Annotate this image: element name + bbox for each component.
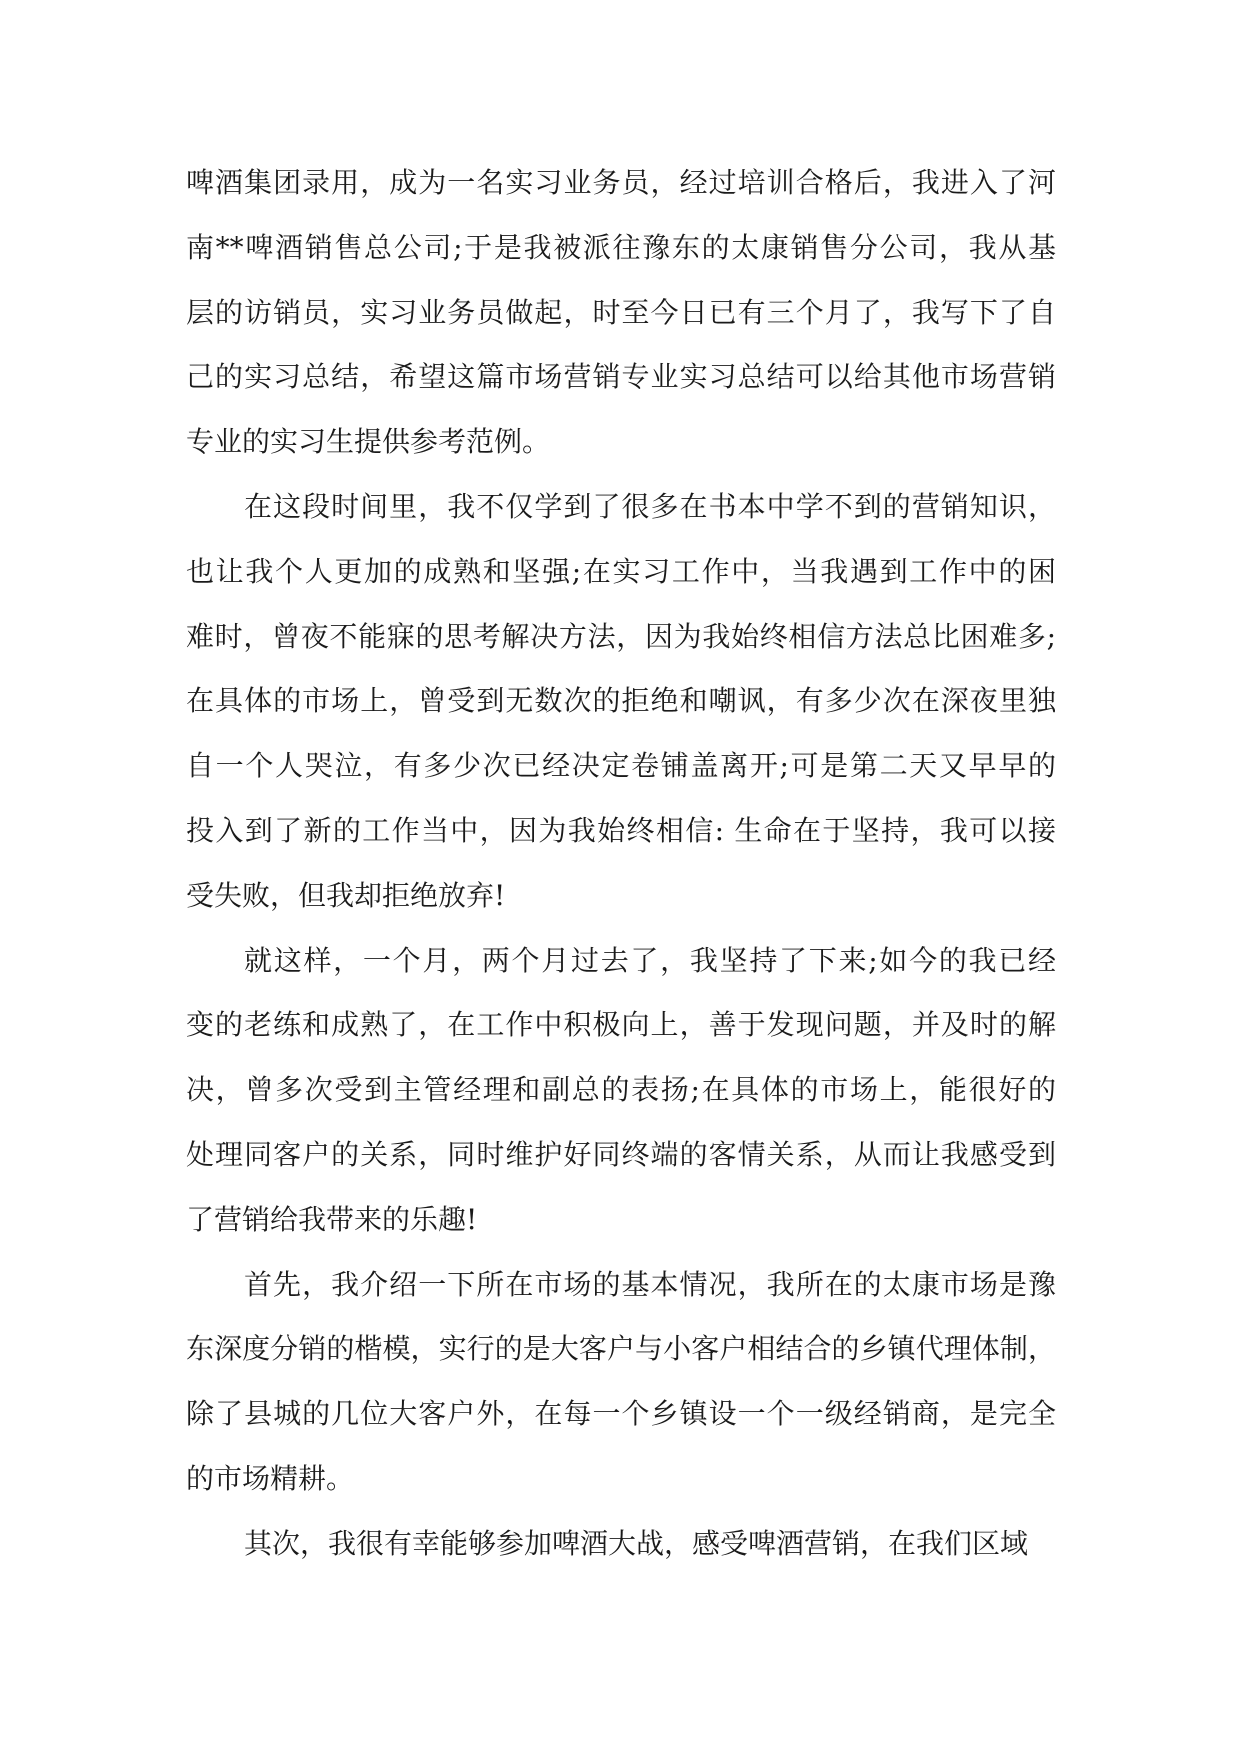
paragraph	[186, 1512, 1056, 1577]
text-line: 的市场精耕。	[186, 1461, 355, 1495]
text-line: 自一个人哭泣，有多少次已经决定卷铺盖离开;可是第二天又早早的	[186, 749, 1056, 783]
text-line: 南**啤酒销售总公司;于是我被派往豫东的太康销售分公司，我从基	[186, 230, 1056, 264]
text-line: 也让我个人更加的成熟和坚强;在实习工作中，当我遇到工作中的困	[186, 554, 1056, 588]
text-line: 受失败，但我却拒绝放弃!	[186, 878, 506, 912]
text-line: 己的实习总结，希望这篇市场营销专业实习总结可以给其他市场营销	[186, 360, 1056, 394]
text-line: 首先，我介绍一下所在市场的基本情况，我所在的太康市场是豫	[244, 1267, 1056, 1301]
text-line: 东深度分销的楷模，实行的是大客户与小客户相结合的乡镇代理体制，	[186, 1332, 1056, 1366]
text-line: 难时，曾夜不能寐的思考解决方法，因为我始终相信方法总比困难多;	[186, 619, 1056, 653]
text-line: 除了县城的几位大客户外，在每一个乡镇设一个一级经销商，是完全	[186, 1397, 1056, 1431]
text-line: 就这样，一个月，两个月过去了，我坚持了下来;如今的我已经	[244, 943, 1056, 977]
text-line: 在具体的市场上，曾受到无数次的拒绝和嘲讽，有多少次在深夜里独	[186, 684, 1056, 718]
body-text	[186, 151, 1056, 1577]
text-line: 层的访销员，实习业务员做起，时至今日已有三个月了，我写下了自	[186, 295, 1056, 329]
text-line: 处理同客户的关系，同时维护好同终端的客情关系，从而让我感受到	[186, 1137, 1056, 1171]
paragraph	[186, 151, 1056, 475]
text-line: 了营销给我带来的乐趣!	[186, 1202, 478, 1236]
paragraph	[186, 1253, 1056, 1512]
text-line: 变的老练和成熟了，在工作中积极向上，善于发现问题，并及时的解	[186, 1008, 1056, 1042]
paragraph	[186, 929, 1056, 1253]
text-line: 啤酒集团录用，成为一名实习业务员，经过培训合格后，我进入了河	[186, 166, 1056, 199]
text-line: 其次，我很有幸能够参加啤酒大战，感受啤酒营销，在我们区域	[244, 1526, 1029, 1560]
text-line: 专业的实习生提供参考范例。	[186, 425, 551, 459]
text-line: 在这段时间里，我不仅学到了很多在书本中学不到的营销知识，	[244, 489, 1056, 523]
text-line: 投入到了新的工作当中，因为我始终相信: 生命在于坚持，我可以接	[186, 813, 1056, 847]
paragraph	[186, 475, 1056, 929]
text-line: 决，曾多次受到主管经理和副总的表扬;在具体的市场上，能很好的	[186, 1073, 1056, 1107]
